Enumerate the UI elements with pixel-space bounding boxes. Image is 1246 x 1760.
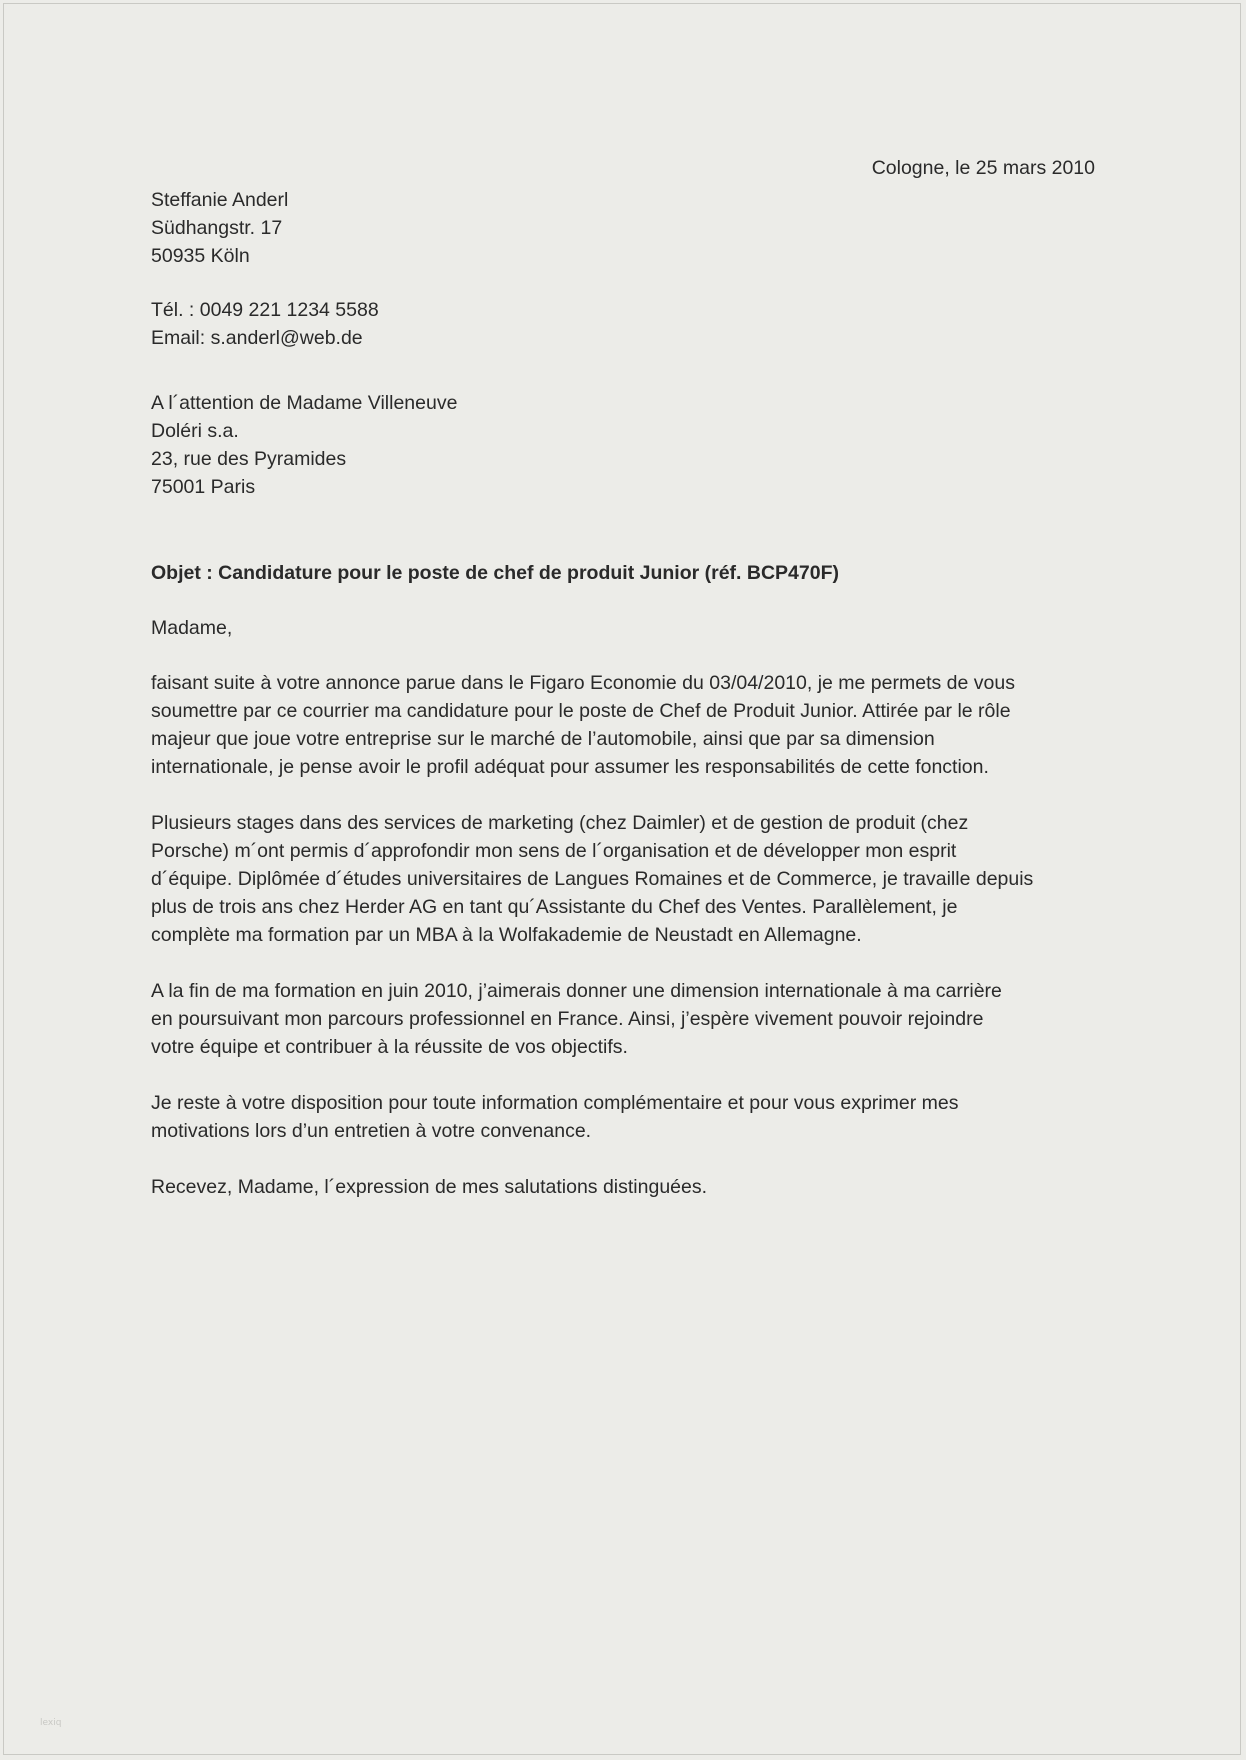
body-line: Plusieurs stages dans des services de marketing (chez Daimler) et de gestion de produit (chez: [151, 812, 969, 834]
body-line: motivations lors d’un entretien à votre convenance.: [151, 1120, 592, 1142]
closing-line: Recevez, Madame, l´expression de mes salutations distinguées.: [151, 1176, 708, 1198]
recipient-company: Doléri s.a.: [151, 420, 239, 442]
sender-street: Südhangstr. 17: [151, 217, 283, 239]
body-paragraph: [151, 669, 1101, 781]
letter-closing: [151, 1173, 1101, 1201]
recipient-street: 23, rue des Pyramides: [151, 448, 347, 470]
letter-page: [3, 3, 1241, 1755]
body-line: faisant suite à votre annonce parue dans le Figaro Economie du 03/04/2010, je me permets de vous: [151, 672, 1015, 694]
recipient-attention: A l´attention de Madame Villeneuve: [151, 392, 458, 414]
body-paragraph: [151, 977, 1101, 1061]
body-paragraph: [151, 1089, 1101, 1145]
sender-email: Email: s.anderl@web.de: [151, 327, 363, 349]
body-line: en poursuivant mon parcours professionnel en France. Ainsi, j’espère vivement pouvoir rejoindre: [151, 1008, 984, 1030]
recipient-address: [151, 389, 1101, 501]
body-line: complète ma formation par un MBA à la Wolfakademie de Neustadt en Allemagne.: [151, 924, 862, 946]
body-line: votre équipe et contribuer à la réussite de vos objectifs.: [151, 1036, 628, 1058]
sender-city: 50935 Köln: [151, 245, 250, 267]
sender-address: [151, 186, 1101, 270]
letter-date: Cologne, le 25 mars 2010: [871, 157, 1095, 179]
sender-phone: Tél. : 0049 221 1234 5588: [151, 299, 379, 321]
body-line: internationale, je pense avoir le profil adéquat pour assumer les responsabilités de cette fonction.: [151, 756, 989, 778]
letter-body: [151, 669, 1101, 1229]
body-paragraph: [151, 809, 1101, 949]
body-line: d´équipe. Diplômée d´études universitaires de Langues Romaines et de Commerce, je travaille depuis: [151, 868, 1034, 890]
letter-salutation: Madame,: [151, 617, 233, 639]
body-line: Porsche) m´ont permis d´approfondir mon sens de l´organisation et de développer mon esprit: [151, 840, 957, 862]
sender-name: Steffanie Anderl: [151, 189, 289, 211]
recipient-city: 75001 Paris: [151, 476, 256, 498]
body-line: majeur que joue votre entreprise sur le marché de l’automobile, ainsi que par sa dimension: [151, 728, 935, 750]
letter-subject: Objet : Candidature pour le poste de chef de produit Junior (réf. BCP470F): [151, 562, 839, 584]
body-line: Je reste à votre disposition pour toute information complémentaire et pour vous exprimer mes: [151, 1092, 959, 1114]
body-line: soumettre par ce courrier ma candidature pour le poste de Chef de Produit Junior. Attirée par le rôle: [151, 700, 1011, 722]
body-line: A la fin de ma formation en juin 2010, j’aimerais donner une dimension internationale à ma carrière: [151, 980, 1002, 1002]
sender-contact: [151, 296, 1101, 352]
watermark: lexiq: [40, 1718, 62, 1728]
body-line: plus de trois ans chez Herder AG en tant qu´Assistante du Chef des Ventes. Parallèlement, je: [151, 896, 958, 918]
